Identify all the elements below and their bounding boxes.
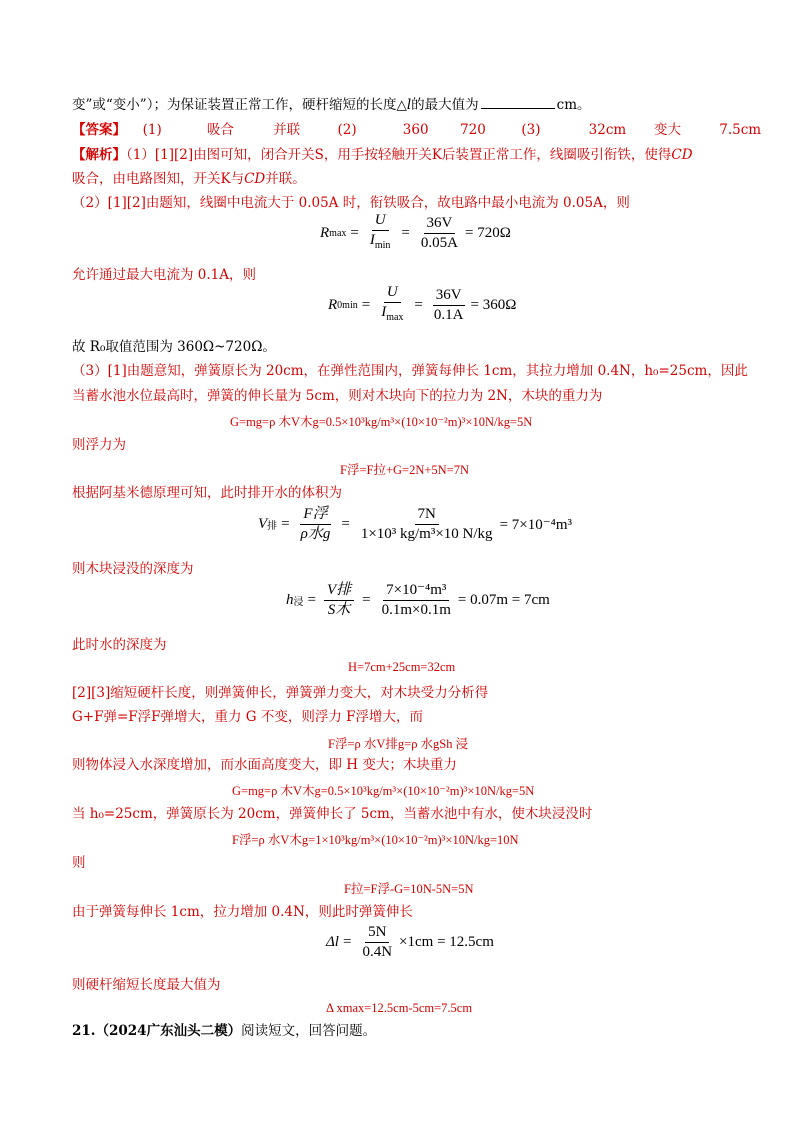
answer-line	[72, 121, 761, 139]
subscript: 0min	[337, 299, 358, 311]
denominator: S木	[327, 602, 351, 618]
variable-cd: CD	[244, 171, 266, 187]
answer-item: 吸合	[206, 122, 234, 138]
equation-gravity: G=mg=ρ 木V木g=0.5×10³kg/m³×(10×10⁻²m)³×10N/kg=5N	[230, 415, 533, 429]
denominator: 0.1A	[433, 306, 464, 323]
answer-item: (2)	[337, 122, 357, 138]
fraction	[358, 506, 496, 543]
analysis-text: 则物体浸入水深度增加，而水面高度变大，即 H 变大；木块重力	[72, 757, 457, 773]
analysis-text: 根据阿基米德原理可知，此时排开水的体积为	[72, 485, 342, 501]
result: = 360Ω	[470, 296, 517, 313]
answer-tag: 【答案】	[72, 122, 126, 138]
analysis-text: 则硬杆缩短长度最大值为	[72, 977, 221, 993]
fraction	[359, 924, 395, 961]
analysis-line-16	[72, 854, 86, 872]
analysis-line-6	[72, 362, 748, 380]
symbol-r: R	[328, 296, 338, 313]
equation-rmax: R max = $\frac{U}{I_{min}}$ = $\frac{36V}{0.05A}$ = 720Ω	[320, 212, 511, 254]
subscript: 排	[267, 521, 278, 532]
answer-item: (1)	[142, 122, 162, 138]
result: ×1cm = 12.5cm	[399, 934, 494, 950]
numerator: V排	[324, 582, 354, 601]
variable-cd: CD	[671, 147, 693, 163]
fraction	[418, 215, 461, 252]
numerator: 7×10⁻⁴m³	[383, 582, 449, 601]
analysis-text: 由于弹簧每伸长 1cm，拉力增加 0.4N，则此时弹簧伸长	[72, 904, 413, 920]
equation-gravity-2: G=mg=ρ 木V木g=0.5×10³kg/m³×(10×10⁻²m)³×10N/kg=5N	[232, 784, 535, 798]
result: = 720Ω	[464, 224, 511, 241]
answer-item: (3)	[521, 122, 541, 138]
numerator: U	[372, 212, 389, 231]
variable-l: l	[406, 97, 412, 113]
analysis-text: 此时水的深度为	[72, 637, 167, 653]
equation-volume: V 排 = $\frac{\text{F浮}}{\text{ρ水g}}$ = $\frac{7N}{\text{1×10³ kg/m³×10 N/kg}}$ = 7×10⁻⁴m³	[258, 506, 573, 542]
analysis-line-3	[72, 194, 630, 212]
analysis-text: 并联。	[265, 171, 306, 187]
analysis-line-12	[72, 684, 488, 702]
fraction	[379, 582, 454, 619]
numerator: 5N	[365, 924, 389, 943]
analysis-line-14	[72, 756, 457, 774]
analysis-text: （2）[1][2]由题知，线圈中电流大于 0.05A 时，衔铁吸合，故电路中最小电流为 0.05A，则	[72, 195, 630, 211]
answer-item: 32cm	[588, 122, 627, 138]
symbol-delta-l: Δl	[326, 934, 339, 950]
denominator: I	[381, 304, 387, 320]
symbol-h: h	[286, 592, 294, 608]
result: = 0.07m = 7cm	[457, 592, 550, 608]
fraction	[298, 506, 334, 543]
answer-item: 并联	[273, 122, 301, 138]
fraction	[324, 582, 354, 619]
equation-depth: h 浸 = $\frac{\text{V排}}{\text{S木}}$ = $\frac{\text{7×10⁻⁴m³}}{0.1m\times 0.1m}$ = 0.07m = 7cm	[286, 582, 550, 618]
denominator: 0.1m×0.1m	[381, 602, 451, 618]
analysis-text: 当蓄水池水位最高时，弹簧的伸长量为 5cm，则对木块向下的拉力为 2N，木块的重力为	[72, 388, 603, 404]
unit-cm: cm。	[556, 97, 591, 113]
analysis-line-11	[72, 636, 167, 654]
fraction	[378, 284, 406, 326]
equation-buoyancy-formula: F浮=ρ 水V排g=ρ 水gSh 浸	[328, 737, 469, 751]
question-text: 阅读短文，回答问题。	[241, 1023, 377, 1039]
next-question	[72, 1022, 376, 1040]
question-text-2: 的最大值为	[411, 97, 479, 113]
analysis-text: 则木块浸没的深度为	[72, 561, 194, 577]
result: = 7×10⁻⁴m³	[499, 517, 573, 533]
question-source: （2024广东汕头二模）	[95, 1023, 242, 1039]
analysis-line-17	[72, 903, 413, 921]
symbol-v: V	[258, 516, 268, 532]
numerator: 36V	[424, 215, 456, 234]
subscript: max	[329, 227, 347, 239]
question-number: 21.	[72, 1023, 96, 1039]
equation-extension: Δl = $\frac{5N}{0.4N}$ ×1cm = 12.5cm	[326, 924, 494, 960]
answer-item: 720	[460, 122, 486, 138]
analysis-text: 当 h₀=25cm，弹簧原长为 20cm，弹簧伸长了 5cm，当蓄水池中有水，使木块浸没时	[72, 806, 593, 822]
equation-water-depth: H=7cm+25cm=32cm	[348, 660, 456, 674]
answer-item: 7.5cm	[719, 122, 762, 138]
analysis-text: 故 R₀取值范围为 360Ω~720Ω。	[72, 339, 276, 355]
analysis-text: 吸合，由电路图知，开关K与	[72, 171, 245, 187]
denominator: ρ水g	[300, 526, 331, 542]
analysis-line-5	[72, 338, 276, 356]
analysis-line-1	[72, 146, 693, 164]
numerator: U	[384, 284, 401, 303]
analysis-text: [2][3]缩短硬杆长度，则弹簧伸长，弹簧弹力变大，对木块受力分析得	[72, 685, 489, 701]
equation-final: Δ xmax=12.5cm-5cm=7.5cm	[326, 1001, 473, 1015]
analysis-line-4	[72, 266, 256, 284]
answer-item: 变大	[653, 122, 681, 138]
numerator: 36V	[433, 287, 465, 306]
numerator: F浮	[300, 506, 330, 525]
analysis-line-18	[72, 976, 221, 994]
equation-pull: F拉=F浮-G=10N-5N=5N	[344, 882, 474, 896]
fraction	[431, 287, 467, 324]
question-text: 变”或“变小”）；为保证装置正常工作，硬杆缩短的长度△	[72, 97, 407, 113]
analysis-text: （3）[1]由题意知，弹簧原长为 20cm，在弹性范围内，弹簧每伸长 1cm，其拉力增加 0.4N，h₀=25cm，因此	[72, 363, 748, 379]
numerator: 7N	[415, 506, 439, 525]
analysis-text: （1）[1][2]由图可知，闭合开关S，用手按轻触开关K后装置正常工作，线圈吸引衔铁，使得	[126, 147, 672, 163]
denominator: 0.4N	[362, 944, 393, 960]
subscript: min	[374, 240, 391, 251]
answer-blank	[481, 96, 555, 109]
subscript: max	[386, 312, 404, 323]
equation-buoyancy: F浮=F拉+G=2N+5N=7N	[340, 463, 470, 477]
analysis-line-2	[72, 170, 306, 188]
equation-r0min: R 0min = $\frac{U}{I_{max}}$ = $\frac{36V}{0.1A}$ = 360Ω	[328, 284, 516, 326]
analysis-line-9	[72, 484, 342, 502]
denominator: I	[369, 232, 375, 248]
subscript: 浸	[293, 597, 304, 608]
analysis-line-15	[72, 805, 592, 823]
analysis-text: G+F弹=F浮F弹增大，重力 G 不变，则浮力 F浮增大，而	[72, 709, 424, 725]
analysis-text: 则	[72, 855, 86, 871]
question-tail	[72, 96, 591, 114]
analysis-line-10	[72, 560, 194, 578]
analysis-text: 则浮力为	[72, 437, 126, 453]
fraction	[367, 212, 394, 254]
analysis-text: 允许通过最大电流为 0.1A，则	[72, 267, 257, 283]
analysis-line-7	[72, 387, 602, 405]
analysis-tag: 【解析】	[72, 147, 126, 163]
answer-item: 360	[402, 122, 429, 138]
denominator: 0.05A	[420, 234, 458, 251]
denominator: 1×10³ kg/m³×10 N/kg	[360, 526, 493, 542]
symbol-r: R	[320, 224, 330, 241]
analysis-line-8	[72, 436, 126, 454]
analysis-line-13	[72, 708, 423, 726]
equation-buoyancy-full: F浮=ρ 水V木g=1×10³kg/m³×(10×10⁻²m)³×10N/kg=10N	[232, 833, 519, 847]
